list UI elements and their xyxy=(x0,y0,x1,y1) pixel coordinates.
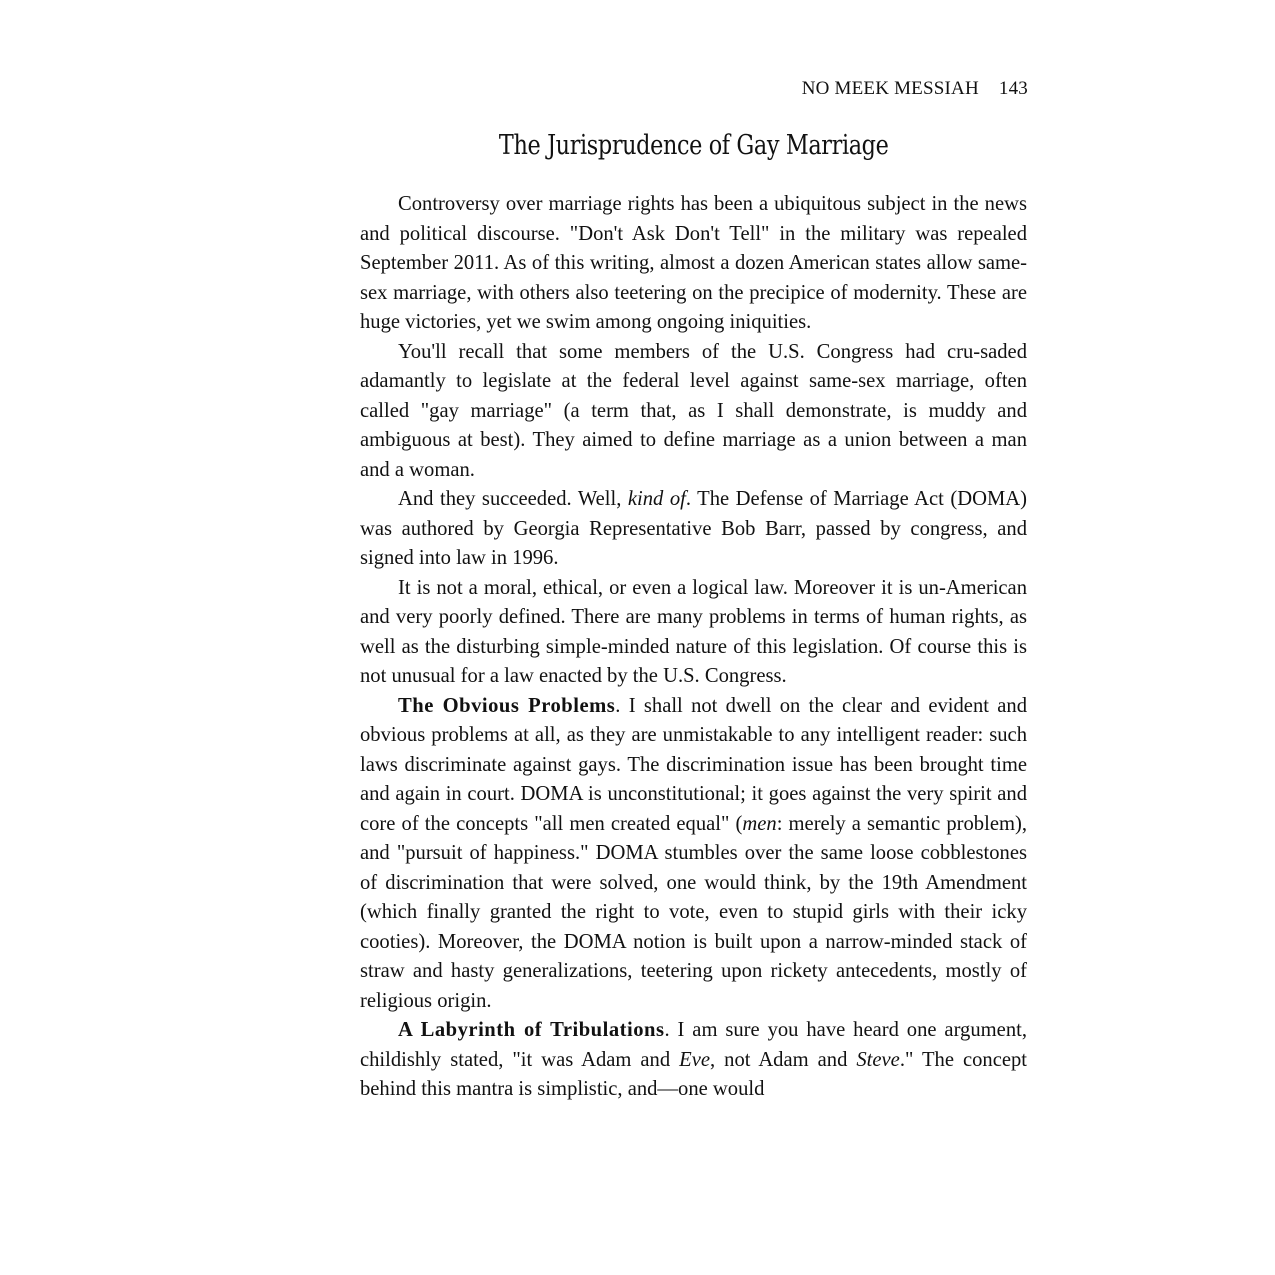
paragraph-3-text-a: And they succeeded. Well, xyxy=(398,488,628,510)
paragraph-6-text-c: ." The concept behind this mantra is simplistic, and—one would xyxy=(360,1048,1028,1100)
chapter-title xyxy=(360,130,1027,161)
body-text xyxy=(360,190,1027,1105)
paragraph-4: It is not a moral, ethical, or even a logical law. Moreover it is un-American and very poorly defined. There are many problems in terms of human rights, as well as the disturbing simple-minded nature of this legislation. Of course this is not unusual for a law enacted by the U.S. Congress. xyxy=(360,576,1027,687)
section-heading-obvious-problems: The Obvious Problems xyxy=(398,694,616,717)
paragraph-2: You'll recall that some members of the U.S. Congress had cru-saded adamantly to legislate at the federal level against same-sex marriage, often called "gay marriage" (a term that, as I shall demonstrate, is muddy and ambiguous at best). They aimed to define marriage as a union between a man and a woman. xyxy=(360,340,1027,481)
chapter-title-text: The Jurisprudence of Gay Marriage xyxy=(498,130,889,161)
paragraph-6-emphasis-steve: Steve xyxy=(856,1048,900,1071)
running-title: NO MEEK MESSIAH xyxy=(801,78,979,99)
paragraph-5-text-a: . I shall not dwell on the clear and evident and obvious problems at all, as they are unmistakable to any intelligent reader: such laws discriminate against gays. The discrimination issue has been brought time and again in court. DOMA is unconstitutional; it goes against the very spirit and core of the concepts "all men created equal" ( xyxy=(360,694,1027,835)
paragraph-6-text-a: . I am sure you have heard one argument, childishly stated, "it was Adam and xyxy=(360,1019,1027,1071)
paragraph-5-emphasis: men xyxy=(742,812,777,835)
paragraph-3-emphasis: kind of xyxy=(627,488,686,510)
paragraph-1: Controversy over marriage rights has been a ubiquitous subject in the news and political discourse. "Don't Ask Don't Tell" in the military was repealed September 2011. As of this writing, almost a dozen American states allow same-sex marriage, with others also teetering on the precipice of modernity. These are huge victories, yet we swim among ongoing iniquities. xyxy=(360,193,1027,333)
paragraph-6-text-b: , not Adam and xyxy=(710,1048,857,1071)
paragraph-5-text-b: : merely a semantic problem), and "pursuit of happiness." DOMA stumbles over the same loose cobblestones of discrimination that were solved, one would think, by the 19th Amendment (which finally granted the right to vote, even to stupid girls with their icky cooties). Moreover, the DOMA notion is built upon a narrow-minded stack of straw and hasty generalizations, teetering upon rickety antecedents, mostly of religious origin. xyxy=(360,812,1027,1012)
paragraph-6 xyxy=(360,1016,1027,1105)
paragraph-3-text-b: . The Defense of Marriage Act (DOMA) was authored by Georgia Representative Bob Barr, passed by congress, and signed into law in 1996. xyxy=(360,488,1028,569)
page-number: 143 xyxy=(998,78,1028,99)
paragraph-5 xyxy=(360,692,1027,1017)
paragraph-3 xyxy=(360,485,1027,574)
section-heading-labyrinth: A Labyrinth of Tribulations xyxy=(398,1019,665,1041)
running-header xyxy=(802,78,1028,100)
paragraph-6-emphasis-eve: Eve xyxy=(679,1048,711,1071)
